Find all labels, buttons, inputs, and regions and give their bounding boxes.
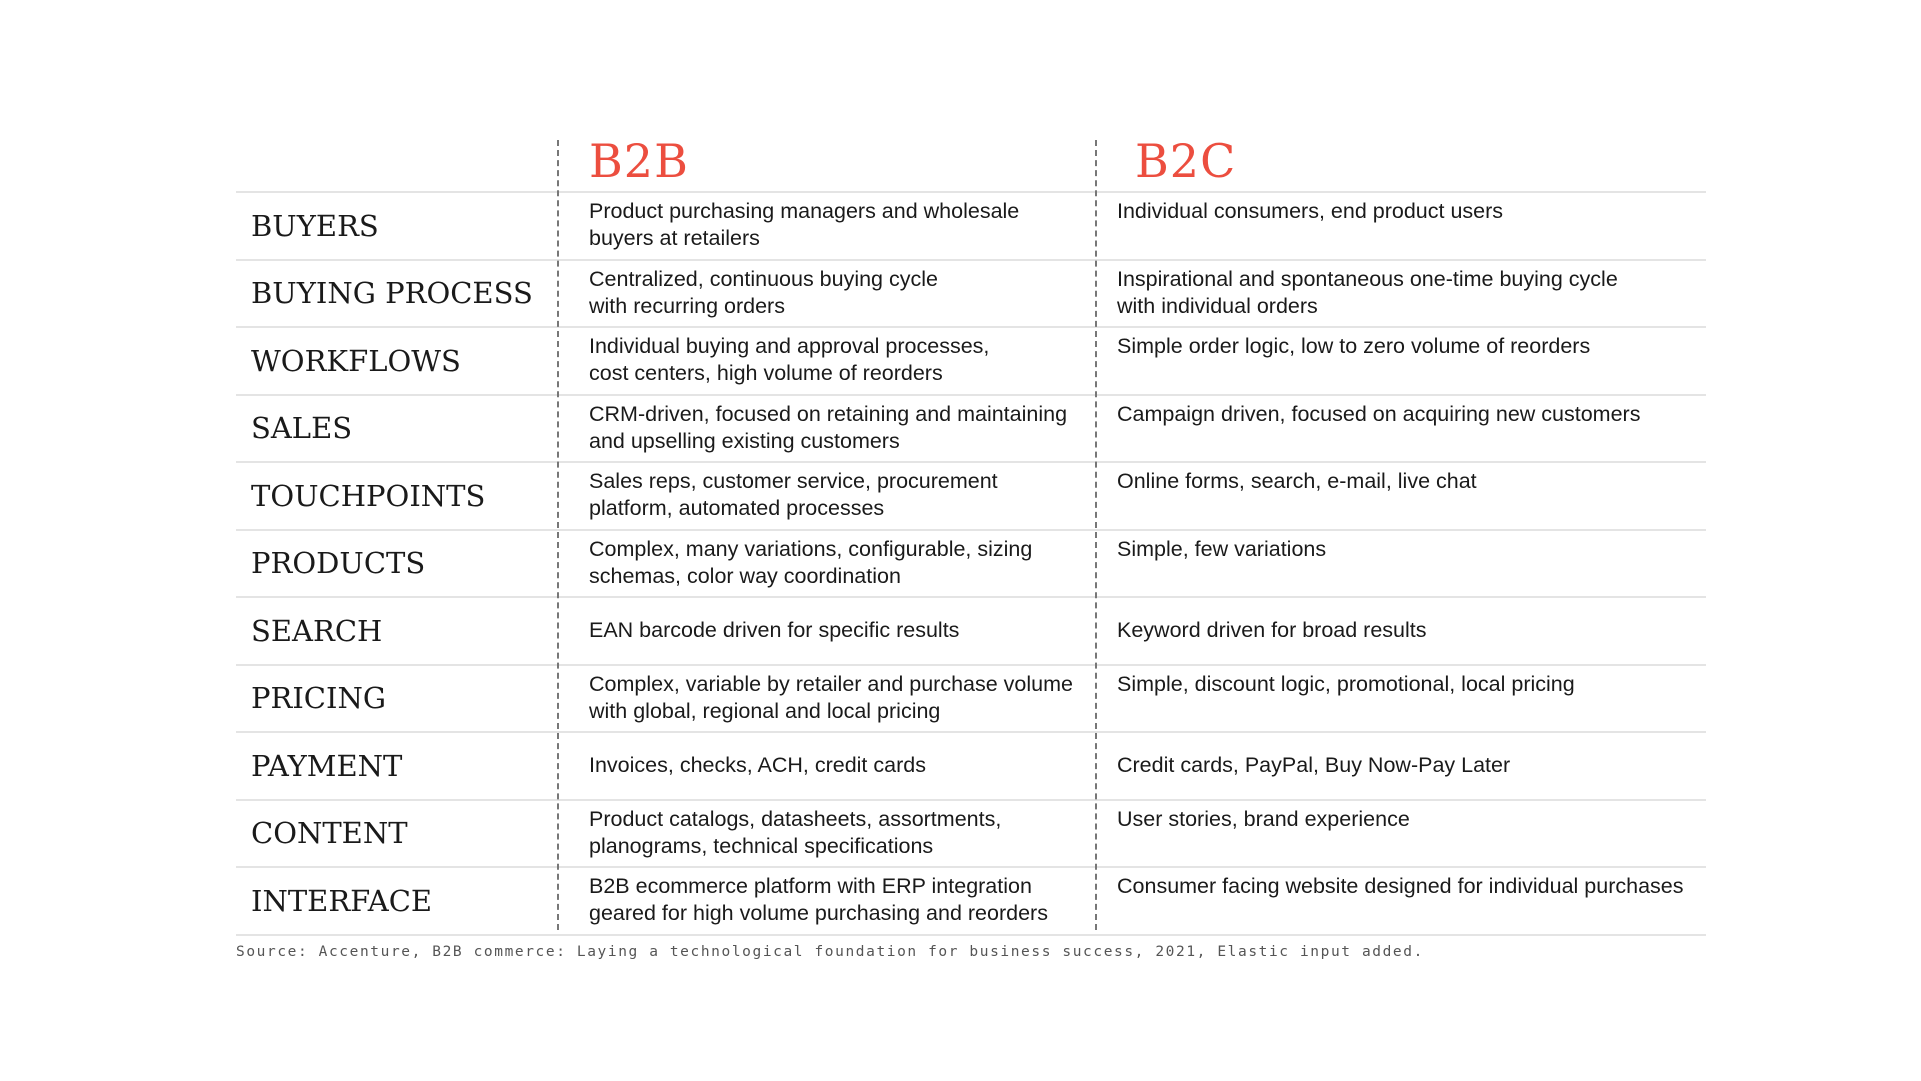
row-label: INTERFACE (251, 883, 433, 918)
table-row (236, 261, 1706, 329)
b2c-cell: Individual consumers, end product users (1117, 199, 1504, 223)
comparison-table (236, 135, 1706, 936)
table-row (236, 463, 1706, 531)
b2c-cell: Credit cards, PayPal, Buy Now-Pay Later (1117, 753, 1511, 778)
table-header (236, 135, 1706, 191)
b2c-cell: Simple order logic, low to zero volume of reorders (1117, 334, 1591, 358)
column-divider-b2c (1095, 140, 1097, 930)
b2c-cell: Simple, discount logic, promotional, local pricing (1117, 671, 1575, 696)
b2c-cell: Inspirational and spontaneous one-time buying cycle with individual orders (1117, 266, 1618, 318)
table-row (236, 531, 1706, 599)
b2c-cell: Simple, few variations (1117, 536, 1327, 561)
row-label: BUYING PROCESS (251, 276, 533, 311)
b2c-cell: User stories, brand experience (1117, 806, 1410, 831)
b2b-cell: Product catalogs, datasheets, assortments, planograms, technical specifications (589, 806, 1002, 858)
row-label: SEARCH (251, 613, 383, 648)
column-divider-b2b (557, 140, 559, 930)
b2b-cell: Product purchasing managers and wholesale buyers at retailers (589, 199, 1020, 250)
b2b-cell: B2B ecommerce platform with ERP integration geared for high volume purchasing and reorders (589, 874, 1048, 925)
source-caption: Source: Accenture, B2B commerce: Laying a technological foundation for business success, 2021, Elastic input added. (236, 944, 1424, 960)
b2b-cell: CRM-driven, focused on retaining and maintaining and upselling existing customers (589, 401, 1068, 453)
b2b-cell: Complex, many variations, configurable, sizing schemas, color way coordination (589, 536, 1033, 588)
row-label: WORKFLOWS (251, 343, 461, 378)
table-row (236, 733, 1706, 801)
row-label: SALES (251, 411, 353, 446)
table-row (236, 868, 1706, 936)
row-label: PAYMENT (251, 748, 403, 783)
row-label: TOUCHPOINTS (251, 478, 486, 513)
b2b-cell: Centralized, continuous buying cycle with recurring orders (589, 266, 938, 318)
b2c-cell: Keyword driven for broad results (1117, 618, 1427, 643)
table-body (236, 191, 1706, 936)
b2b-cell: Invoices, checks, ACH, credit cards (589, 753, 926, 778)
b2c-cell: Consumer facing website designed for individual purchases (1117, 874, 1684, 898)
table-row (236, 193, 1706, 261)
b2c-cell: Campaign driven, focused on acquiring new customers (1117, 401, 1641, 426)
column-title-b2c: B2C (1135, 134, 1237, 188)
row-label: BUYERS (251, 208, 379, 243)
b2b-cell: EAN barcode driven for specific results (589, 618, 960, 643)
column-title-b2b: B2B (589, 134, 689, 188)
row-label: PRODUCTS (251, 546, 426, 581)
table-row (236, 666, 1706, 734)
b2b-cell: Sales reps, customer service, procurement platform, automated processes (589, 469, 998, 520)
b2c-cell: Online forms, search, e-mail, live chat (1117, 469, 1477, 493)
table-row (236, 598, 1706, 666)
table-row (236, 328, 1706, 396)
row-label: CONTENT (251, 816, 408, 851)
b2b-cell: Complex, variable by retailer and purchase volume with global, regional and local pricing (589, 671, 1073, 723)
table-row (236, 801, 1706, 869)
b2b-cell: Individual buying and approval processes, cost centers, high volume of reorders (589, 334, 990, 385)
table-row (236, 396, 1706, 464)
row-label: PRICING (251, 681, 386, 716)
